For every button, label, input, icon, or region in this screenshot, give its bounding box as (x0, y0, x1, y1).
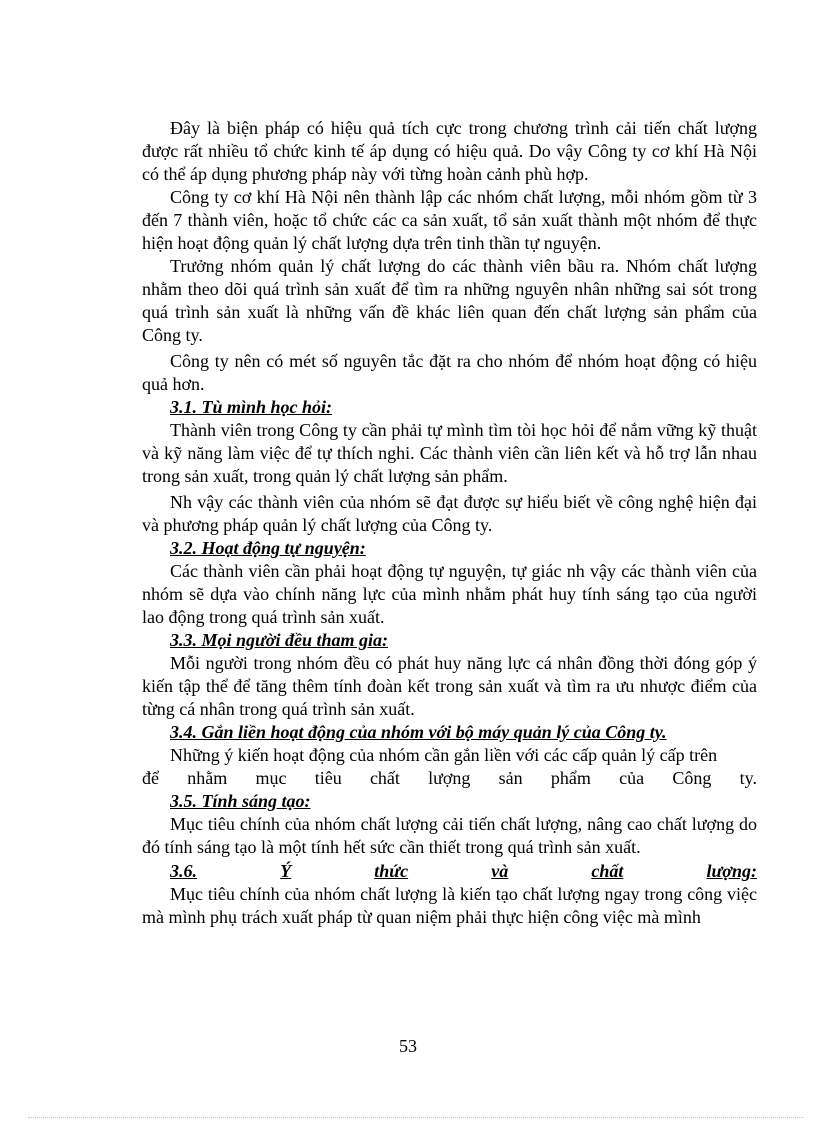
heading-3-1: 3.1. Tù mình học hỏi: (170, 397, 333, 417)
word: sản (498, 768, 523, 788)
heading-3-4: 3.4. Gắn liền hoạt động của nhóm với bộ máy quản lý của Công ty. (170, 722, 667, 742)
heading-word: và (491, 861, 509, 881)
paragraph-3-1-cont: Nh vậy các thành viên của nhóm sẽ đạt được sự hiểu biết về công nghệ hiện đại và phương pháp quản lý chất lượng của Công ty. (142, 492, 757, 535)
paragraph-3-2: Các thành viên cần phải hoạt động tự nguyện, tự giác nh vậy các thành viên của nhóm sẽ dựa vào chính năng lực của mình nhằm phát huy tính sáng tạo của người lao động trong quá trình sản xuất. (142, 561, 757, 627)
heading-word: lượng: (706, 861, 757, 881)
paragraph-3-6: Mục tiêu chính của nhóm chất lượng là kiến tạo chất lượng ngay trong công việc mà mình phụ trách xuất pháp từ quan niệm phải thực hiện công việc mà mình (142, 884, 757, 927)
body-text (142, 117, 757, 929)
heading-3-3: 3.3. Mọi người đều tham gia: (170, 630, 388, 650)
word: mục (255, 768, 287, 788)
heading-3-5: 3.5. Tính sáng tạo: (170, 791, 311, 811)
paragraph-3-5: Mục tiêu chính của nhóm chất lượng cải tiến chất lượng, nâng cao chất lượng do đó tính sáng tạo là một tính hết sức cần thiết trong quá trình sản xuất. (142, 814, 757, 857)
word: Công (672, 768, 712, 788)
paragraph-intro: Đây là biện pháp có hiệu quả tích cực trong chương trình cải tiến chất lượng được rất nhiều tổ chức kinh tế áp dụng có hiệu quả. Do vậy Công ty cơ khí Hà Nội có thể áp dụng phương pháp này với từng hoàn cảnh phù hợp. (142, 118, 757, 184)
word: chất (369, 768, 400, 788)
heading-word: chất (591, 861, 624, 881)
heading-word: 3.6. (170, 861, 197, 881)
heading-word: Ý (280, 861, 292, 881)
paragraph-3-4-line2 (142, 767, 757, 790)
word: phẩm (550, 768, 591, 788)
heading-3-6 (142, 860, 757, 883)
paragraph-principles: Công ty nên có mét số nguyên tắc đặt ra cho nhóm để nhóm hoạt động có hiệu quả hơn. (142, 351, 757, 394)
word: tiêu (314, 768, 342, 788)
heading-3-2: 3.2. Hoạt động tự nguyện: (170, 538, 366, 558)
paragraph-leader: Trưởng nhóm quản lý chất lượng do các thành viên bầu ra. Nhóm chất lượng nhằm theo dõi quá trình sản xuất để tìm ra những nguyên nhân những sai sót trong quá trình sản xuất là những vấn đề khác liên quan đến chất lượng sản phẩm của Công ty. (142, 256, 757, 345)
page-number: 53 (399, 1036, 417, 1056)
paragraph-groups: Công ty cơ khí Hà Nội nên thành lập các nhóm chất lượng, mỗi nhóm gồm từ 3 đến 7 thành viên, hoặc tổ chức các ca sản xuất, tổ sản xuất thành một nhóm để thực hiện hoạt động quản lý chất lượng dựa trên tinh thần tự nguyện. (142, 187, 757, 253)
paragraph-3-4-line1: Những ý kiến hoạt động của nhóm cần gắn liền với các cấp quản lý cấp trên (170, 745, 718, 765)
word: để (142, 768, 159, 788)
word: lượng (428, 768, 471, 788)
paragraph-3-3: Mỗi người trong nhóm đều có phát huy năng lực cá nhân đồng thời đóng góp ý kiến tập thể để tăng thêm tính đoàn kết trong sản xuất và tìm ra ưu nhược điểm của từng cá nhân trong quá trình sản xuất. (142, 653, 757, 719)
footer-divider (28, 1117, 804, 1118)
word: nhằm (187, 768, 228, 788)
word: của (619, 768, 645, 788)
heading-word: thức (374, 861, 409, 881)
paragraph-3-1: Thành viên trong Công ty cần phải tự mình tìm tòi học hỏi để nắm vững kỹ thuật và kỹ năng làm việc để tự thích nghi. Các thành viên cần liên kết và hỗ trợ lẫn nhau trong sản xuất, trong quản lý chất lượng sản phẩm. (142, 420, 757, 486)
word: ty. (739, 768, 757, 788)
